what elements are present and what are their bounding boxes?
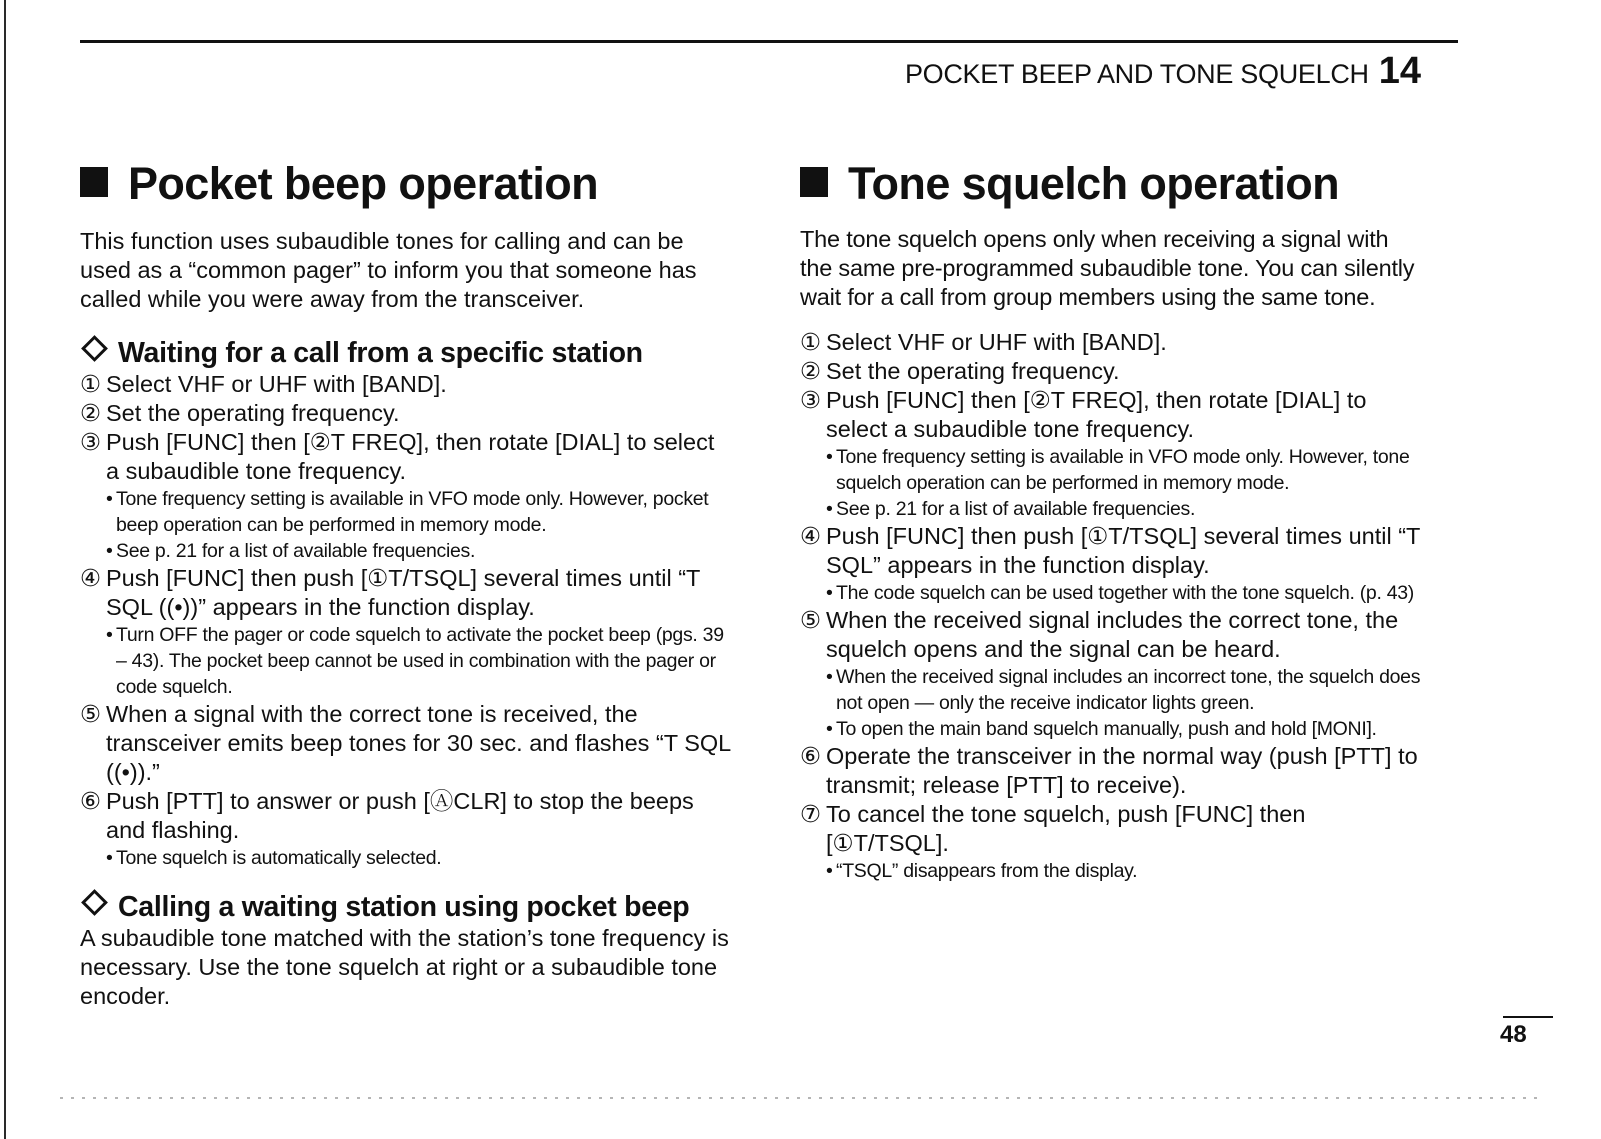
waiting-steps-list (80, 370, 732, 871)
step-number: ③ (800, 387, 822, 413)
step-note: • When the received signal includes an incorrect tone, the squelch does not open — only the receive indicator lights green. (826, 664, 1430, 716)
section-title-tone-squelch: Tone squelch operation (800, 158, 1339, 210)
step-notes (106, 622, 732, 700)
step-note: • Tone frequency setting is available in VFO mode only. However, pocket beep operation can be performed in memory mode. (106, 486, 732, 538)
tone-squelch-steps-list (800, 328, 1430, 884)
step-number: ⑤ (800, 607, 822, 633)
step-item (800, 742, 1430, 800)
step-text: Push [FUNC] then [②T FREQ], then rotate [DIAL] to select a subaudible tone frequency. (826, 387, 1367, 442)
step-notes (826, 580, 1430, 606)
step-number: ⑥ (80, 788, 102, 814)
chapter-number: 14 (1378, 50, 1421, 92)
step-item (80, 564, 732, 700)
step-notes (106, 486, 732, 564)
square-bullet-icon (800, 167, 828, 197)
step-number: ① (80, 371, 102, 397)
square-bullet-icon (80, 167, 108, 197)
step-number: ② (80, 400, 102, 426)
step-item (80, 787, 732, 871)
step-item (800, 328, 1430, 357)
subsection-title-calling: Calling a waiting station using pocket beep (80, 890, 689, 924)
step-item (80, 370, 732, 399)
step-notes (106, 845, 732, 871)
scan-edge-line (4, 0, 6, 1139)
page-number-rule (1503, 1016, 1553, 1018)
diamond-icon (81, 889, 108, 916)
step-note: • The code squelch can be used together with the tone squelch. (p. 43) (826, 580, 1430, 606)
step-number: ① (800, 329, 822, 355)
step-notes (826, 858, 1430, 884)
subsection-title-waiting: Waiting for a call from a specific station (80, 336, 643, 370)
scan-noise-line (60, 1097, 1540, 1099)
header-title: POCKET BEEP AND TONE SQUELCH (904, 59, 1369, 89)
step-note: • Turn OFF the pager or code squelch to activate the pocket beep (pgs. 39 – 43). The pocket beep cannot be used in combination with the pager or code squelch. (106, 622, 732, 700)
step-text: Select VHF or UHF with [BAND]. (826, 329, 1167, 355)
step-text: When the received signal includes the correct tone, the squelch opens and the signal can be heard. (826, 607, 1399, 662)
step-item (800, 357, 1430, 386)
header-rule (80, 40, 1458, 43)
step-item (800, 522, 1430, 606)
step-notes (826, 664, 1430, 742)
step-number: ④ (800, 523, 822, 549)
step-item (80, 428, 732, 564)
step-text: Push [FUNC] then [②T FREQ], then rotate [DIAL] to select a subaudible tone frequency. (106, 429, 715, 484)
step-note: • Tone frequency setting is available in VFO mode only. However, tone squelch operation can be performed in memory mode. (826, 444, 1430, 496)
running-header (905, 50, 1421, 93)
tone-squelch-intro: The tone squelch opens only when receiving a signal with the same pre-programmed subaudible tone. You can silently wait for a call from group members using the same tone. (800, 226, 1415, 310)
step-item (800, 606, 1430, 742)
step-text: When a signal with the correct tone is received, the transceiver emits beep tones for 30 sec. and flashes “T SQL ((•)).” (106, 701, 731, 785)
step-number: ⑥ (800, 743, 822, 769)
step-text: Push [FUNC] then push [①T/TSQL] several times until “T SQL ((•))” appears in the function display. (106, 565, 700, 620)
step-note: • Tone squelch is automatically selected. (106, 845, 732, 871)
step-note: • To open the main band squelch manually, push and hold [MONI]. (826, 716, 1430, 742)
step-text: Push [FUNC] then push [①T/TSQL] several times until “T SQL” appears in the function display. (826, 523, 1420, 578)
step-text: To cancel the tone squelch, push [FUNC] then [①T/TSQL]. (826, 801, 1306, 856)
step-text: Set the operating frequency. (106, 400, 400, 426)
pocket-beep-intro: This function uses subaudible tones for calling and can be used as a “common pager” to inform you that someone has called while you were away from the transceiver. (80, 228, 697, 312)
step-note: • “TSQL” disappears from the display. (826, 858, 1430, 884)
step-number: ③ (80, 429, 102, 455)
step-number: ⑦ (800, 801, 822, 827)
step-item (80, 399, 732, 428)
step-note: • See p. 21 for a list of available frequencies. (106, 538, 732, 564)
step-item (80, 700, 732, 787)
step-number: ⑤ (80, 701, 102, 727)
step-text: Operate the transceiver in the normal way (push [PTT] to transmit; release [PTT] to receive). (826, 743, 1418, 798)
step-number: ④ (80, 565, 102, 591)
step-number: ② (800, 358, 822, 384)
calling-text: A subaudible tone matched with the station’s tone frequency is necessary. Use the tone squelch at right or a subaudible tone encoder. (80, 925, 729, 1009)
step-text: Push [PTT] to answer or push [ⒶCLR] to stop the beeps and flashing. (106, 788, 694, 843)
step-item (800, 800, 1430, 884)
step-item (800, 386, 1430, 522)
step-text: Set the operating frequency. (826, 358, 1120, 384)
step-text: Select VHF or UHF with [BAND]. (106, 371, 447, 397)
page-number: 48 (1500, 1021, 1527, 1048)
section-title-pocket-beep: Pocket beep operation (80, 158, 598, 210)
diamond-icon (81, 335, 108, 362)
step-note: • See p. 21 for a list of available frequencies. (826, 496, 1430, 522)
step-notes (826, 444, 1430, 522)
